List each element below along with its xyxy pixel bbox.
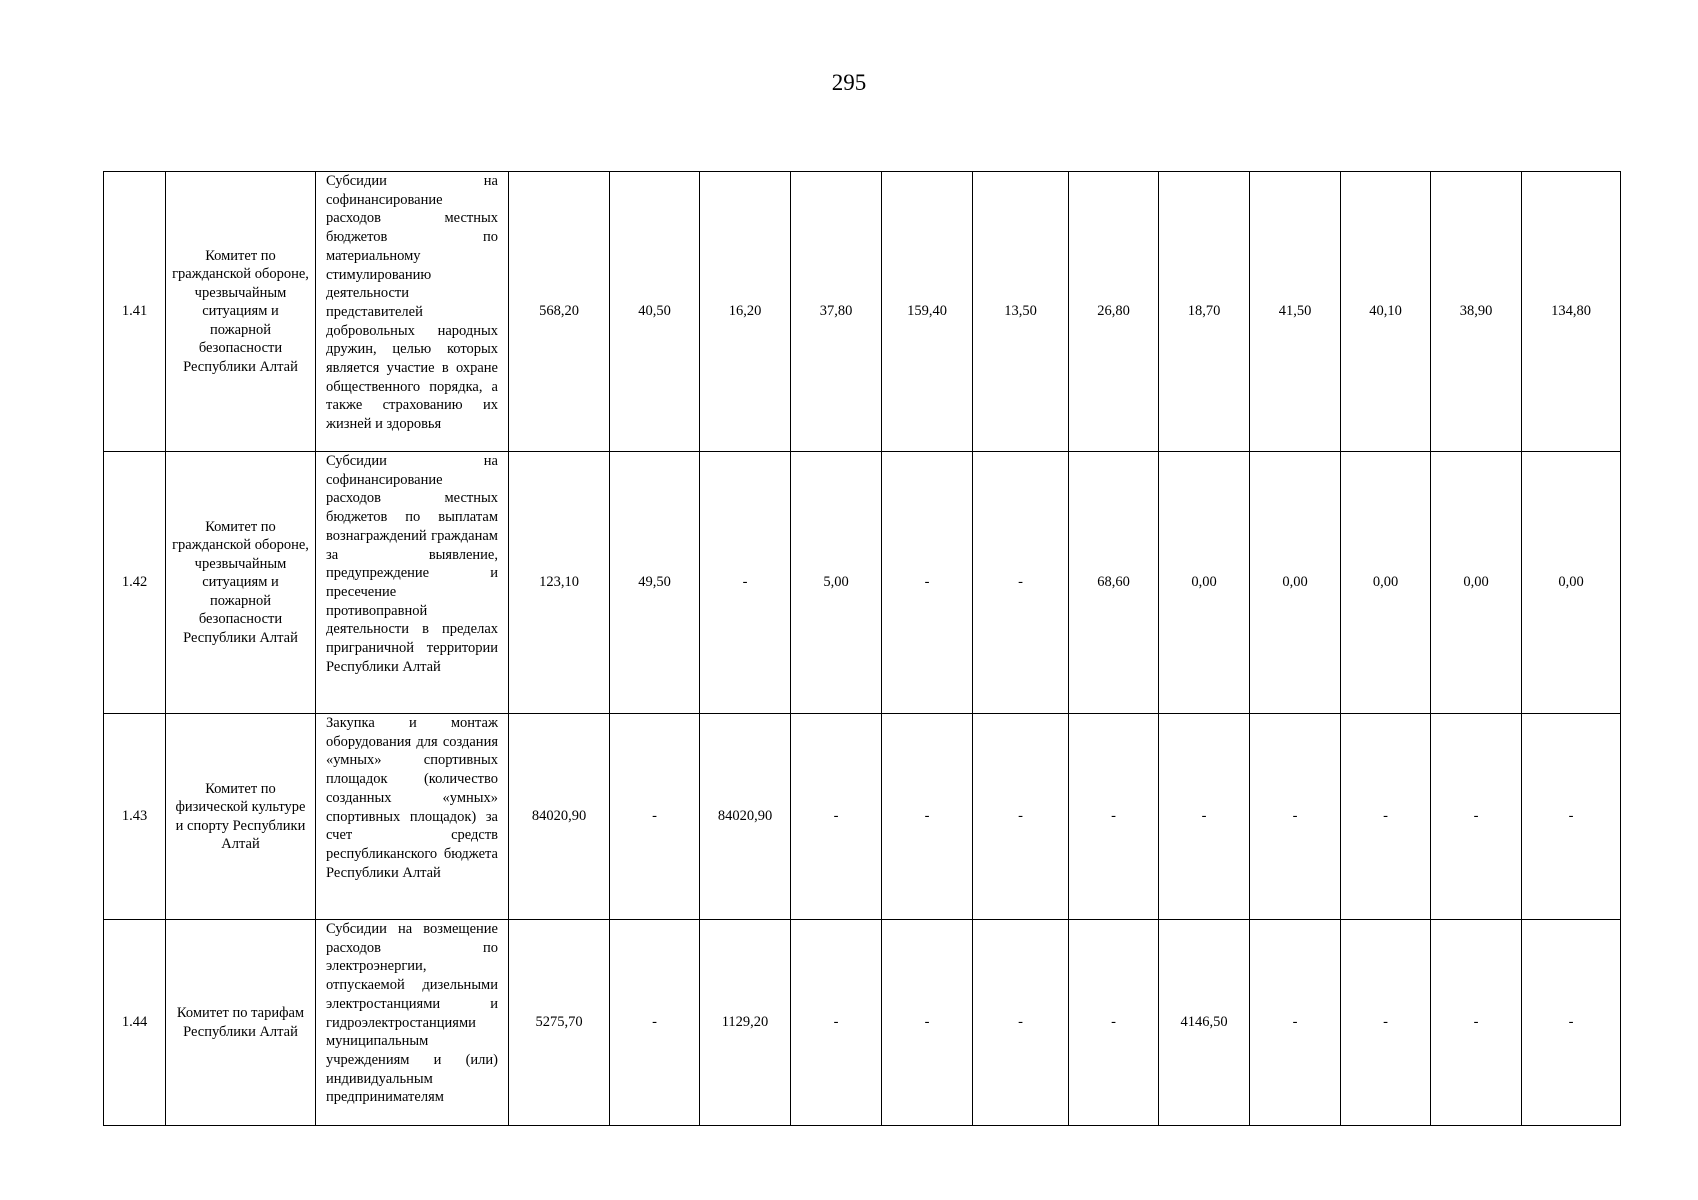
value-cell: 0,00	[1159, 452, 1250, 714]
value-cell: 68,60	[1069, 452, 1159, 714]
value-cell: -	[1522, 714, 1621, 920]
organization-cell: Комитет по тарифам Республики Алтай	[166, 920, 316, 1126]
value-cell: -	[882, 452, 973, 714]
value-cell: -	[882, 920, 973, 1126]
organization-cell: Комитет по гражданской обороне, чрезвычайным ситуациям и пожарной безопасности Республики Алтай	[166, 172, 316, 452]
row-number: 1.44	[104, 920, 166, 1126]
organization-cell: Комитет по гражданской обороне, чрезвычайным ситуациям и пожарной безопасности Республики Алтай	[166, 452, 316, 714]
value-cell: -	[791, 920, 882, 1126]
value-cell: -	[1069, 920, 1159, 1126]
value-cell: 5,00	[791, 452, 882, 714]
value-cell: -	[1250, 920, 1341, 1126]
value-cell: 0,00	[1341, 452, 1431, 714]
value-cell: 0,00	[1431, 452, 1522, 714]
description-cell: Субсидии на софинансирование расходов местных бюджетов по выплатам вознаграждений гражданам за выявление, предупреждение и пресечение противоправной деятельности в пределах приграничной территории Республики Алтай	[316, 452, 509, 714]
value-cell: -	[1341, 920, 1431, 1126]
organization-cell: Комитет по физической культуре и спорту Республики Алтай	[166, 714, 316, 920]
value-cell: 0,00	[1522, 452, 1621, 714]
value-cell: 16,20	[700, 172, 791, 452]
value-cell: 1129,20	[700, 920, 791, 1126]
budget-table	[103, 171, 1621, 1126]
value-cell: -	[973, 714, 1069, 920]
value-cell: 0,00	[1250, 452, 1341, 714]
value-cell: -	[882, 714, 973, 920]
row-number: 1.41	[104, 172, 166, 452]
value-cell: 84020,90	[509, 714, 610, 920]
value-cell: -	[1522, 920, 1621, 1126]
value-cell: -	[1250, 714, 1341, 920]
description-cell: Субсидии на софинансирование расходов местных бюджетов по материальному стимулированию деятельности представителей добровольных народных дружин, целью которых является участие в охране общественного порядка, а также страхованию их жизней и здоровья	[316, 172, 509, 452]
value-cell: -	[1341, 714, 1431, 920]
value-cell: 26,80	[1069, 172, 1159, 452]
value-cell: 40,10	[1341, 172, 1431, 452]
value-cell: 40,50	[610, 172, 700, 452]
value-cell: -	[610, 920, 700, 1126]
value-cell: 13,50	[973, 172, 1069, 452]
value-cell: -	[1069, 714, 1159, 920]
table-row	[104, 920, 1621, 1126]
value-cell: 37,80	[791, 172, 882, 452]
value-cell: -	[1159, 714, 1250, 920]
value-cell: 123,10	[509, 452, 610, 714]
description-cell: Закупка и монтаж оборудования для создания «умных» спортивных площадок (количество созданных «умных» спортивных площадок) за счет средств республиканского бюджета Республики Алтай	[316, 714, 509, 920]
value-cell: 568,20	[509, 172, 610, 452]
table-row	[104, 714, 1621, 920]
value-cell: 5275,70	[509, 920, 610, 1126]
value-cell: 18,70	[1159, 172, 1250, 452]
table-row	[104, 452, 1621, 714]
row-number: 1.42	[104, 452, 166, 714]
value-cell: 49,50	[610, 452, 700, 714]
value-cell: 134,80	[1522, 172, 1621, 452]
value-cell: -	[1431, 714, 1522, 920]
value-cell: -	[791, 714, 882, 920]
row-number: 1.43	[104, 714, 166, 920]
value-cell: -	[1431, 920, 1522, 1126]
value-cell: -	[700, 452, 791, 714]
description-cell: Субсидии на возмещение расходов по электроэнергии, отпускаемой дизельными электростанциями и гидроэлектростанциями муниципальным учреждениям и (или) индивидуальным предпринимателям	[316, 920, 509, 1126]
value-cell: -	[973, 452, 1069, 714]
value-cell: 84020,90	[700, 714, 791, 920]
value-cell: 41,50	[1250, 172, 1341, 452]
value-cell: -	[973, 920, 1069, 1126]
page-number: 295	[831, 70, 867, 95]
table-row	[104, 172, 1621, 452]
value-cell: 38,90	[1431, 172, 1522, 452]
value-cell: 4146,50	[1159, 920, 1250, 1126]
value-cell: 159,40	[882, 172, 973, 452]
value-cell: -	[610, 714, 700, 920]
